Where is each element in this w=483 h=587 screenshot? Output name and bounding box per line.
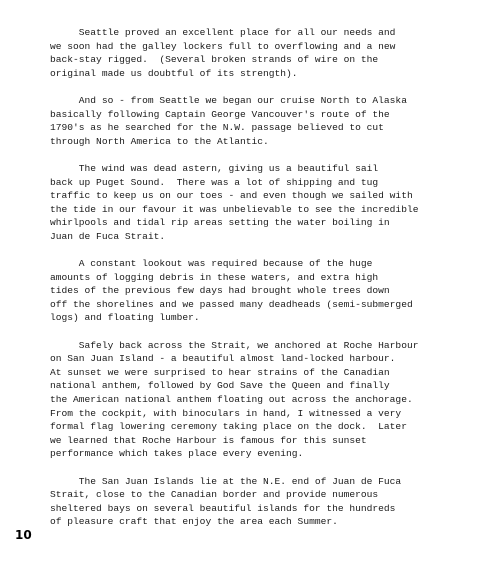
- text-line: The San Juan Islands lie at the N.E. end of Juan de Fuca: [50, 475, 402, 487]
- text-line: A constant lookout was required because of the huge: [50, 258, 373, 270]
- paragraph-roche-harbour: [50, 339, 465, 461]
- text-line: original made us doubtful of its strength).: [50, 67, 298, 79]
- text-line: whirlpools and tidal rip areas setting the water boiling in: [50, 217, 390, 229]
- paragraph-san-juan-islands: [50, 475, 465, 529]
- text-line: we soon had the galley lockers full to overflowing and a new: [50, 40, 396, 52]
- text-line: At sunset we were surprised to hear strains of the Canadian: [50, 366, 390, 378]
- text-line: Juan de Fuca Strait.: [50, 230, 166, 242]
- text-line: back up Puget Sound. There was a lot of shipping and tug: [50, 176, 379, 188]
- paragraph-puget-sound: [50, 162, 465, 244]
- text-line: on San Juan Island - a beautiful almost land-locked harbour.: [50, 353, 396, 365]
- text-line: basically following Captain George Vancouver's route of the: [50, 108, 390, 120]
- text-line: 1790's as he searched for the N.W. passage believed to cut: [50, 122, 384, 134]
- text-line: through North America to the Atlantic.: [50, 135, 269, 147]
- paragraph-seattle-provisioning: [50, 26, 465, 80]
- text-line: performance which takes place every evening.: [50, 448, 304, 460]
- text-line: formal flag lowering ceremony taking place on the dock. Later: [50, 421, 407, 433]
- text-line: the tide in our favour it was unbelievable to see the incredible: [50, 203, 419, 215]
- text-line: sheltered bays on several beautiful islands for the hundreds: [50, 502, 396, 514]
- body-text: [50, 26, 465, 543]
- text-line: And so - from Seattle we began our cruise North to Alaska: [50, 94, 407, 106]
- paragraph-logging-debris: [50, 257, 465, 325]
- text-line: back-stay rigged. (Several broken strands of wire on the: [50, 54, 379, 66]
- paragraph-cruise-north: [50, 94, 465, 148]
- text-line: The wind was dead astern, giving us a beautiful sail: [50, 162, 379, 174]
- text-line: Safely back across the Strait, we anchored at Roche Harbour: [50, 339, 419, 351]
- text-line: off the shorelines and we passed many deadheads (semi-submerged: [50, 298, 413, 310]
- text-line: traffic to keep us on our toes - and even though we sailed with: [50, 190, 413, 202]
- text-line: we learned that Roche Harbour is famous for this sunset: [50, 434, 367, 446]
- text-line: From the cockpit, with binoculars in hand, I witnessed a very: [50, 407, 402, 419]
- text-line: national anthem, followed by God Save the Queen and finally: [50, 380, 390, 392]
- text-line: Strait, close to the Canadian border and provide numerous: [50, 489, 379, 501]
- text-line: the American national anthem floating out across the anchorage.: [50, 394, 413, 406]
- text-line: Seattle proved an excellent place for all our needs and: [50, 27, 396, 38]
- text-line: amounts of logging debris in these waters, and extra high: [50, 271, 379, 283]
- text-line: of pleasure craft that enjoy the area each Summer.: [50, 516, 338, 528]
- text-line: logs) and floating lumber.: [50, 312, 200, 324]
- text-line: tides of the previous few days had brought whole trees down: [50, 285, 390, 297]
- page-number: 10: [15, 528, 32, 542]
